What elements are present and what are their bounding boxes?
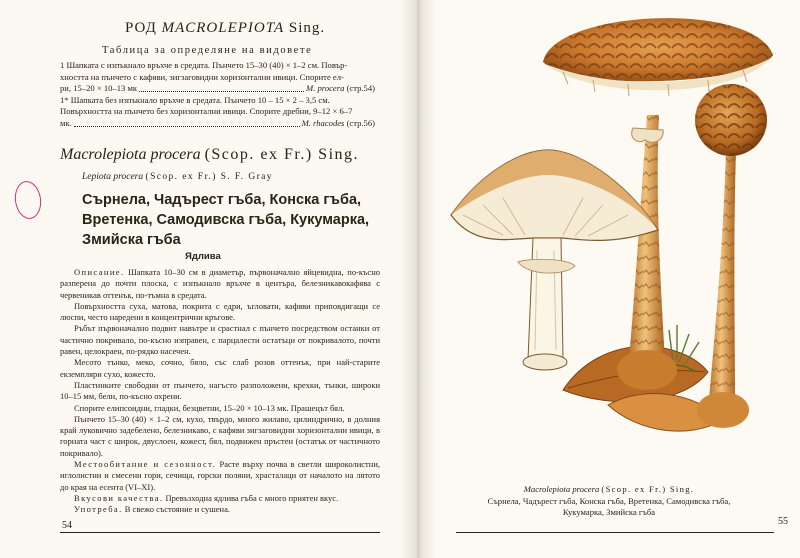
description-paragraph (60, 267, 380, 301)
synonym (82, 172, 273, 182)
plate-caption (418, 484, 800, 519)
key-line: 1* Шапката без изпъкнало връхче в средата. Пънчето 10 – 15 × 2 – 3,5 см. (60, 94, 330, 105)
common-names-line: Сърнела, Чадърест гъба, Конска гъба, (82, 192, 362, 208)
caption-line-3: Кукумарка, Змийска гъба (562, 507, 656, 517)
key-line: 1 Шапката с изпъкнало връхче в средата. Пънчето 15–30 (40) × 1–2 см. Повър- (60, 60, 348, 70)
caption-species-name: Macrolepiota procera (523, 484, 600, 494)
section-label: Описание. (74, 267, 125, 277)
paragraph-text: Шапката 10–30 см в диаметър, първоначално яйцевидна, по-късно разперена до почти плоска, с изпъкнало връхче в центъра, белезникавокафява с червеникав оттенък, по-тъмна в средата. (60, 267, 380, 300)
key-line-text: мк. (60, 117, 72, 128)
footer-rule (456, 532, 774, 533)
description-paragraph (60, 493, 380, 504)
paragraph-text: Расте върху почва в светли широколистни, иглолистни и смесени гори, сечища, горски поляни, храсталаци от началото на лятото до края на есента (VI–XI). (60, 459, 380, 492)
pen-mark-circle (12, 179, 43, 220)
key-title: Таблица за определяне на видовете (102, 45, 313, 56)
key-page-ref: (стр.54) (346, 83, 375, 94)
page-number: 54 (62, 520, 72, 531)
young-mushroom (695, 84, 767, 428)
book-gutter (400, 0, 436, 558)
description-paragraph: Пластинките свободни от пънчето, нагъсто разположени, крехки, тънки, широки 10–15 мм, бели, по-късно охрени. (60, 379, 380, 402)
common-names-line: Змийска гъба (82, 232, 181, 248)
section-label: Употреба. (74, 504, 123, 515)
species-name: Macrolepiota procera (60, 146, 201, 163)
synonym-author: (Scop. ex Fr.) S. F. Gray (145, 172, 273, 182)
genus-name: MACROLEPIOTA (161, 20, 285, 36)
section-label: Вкусови качества. (74, 492, 164, 503)
edibility-label: Ядлива (185, 251, 221, 262)
common-names-line: Вретенка, Самодивска гъба, Кукумарка, (82, 212, 370, 228)
caption-line-2: Сърнела, Чадърест гъба, Конска гъба, Вретенка, Самодивска гъба, (487, 495, 731, 506)
description-paragraph: Повърхността суха, матова, покрита с едри, ъгловати, кафяви приповдигащи се люспи, често наредени в концентрични кръгове. (60, 300, 380, 323)
key-species-ref: M. procera (306, 83, 345, 94)
key-page-ref: (стр.56) (346, 117, 375, 128)
page-number: 55 (778, 516, 788, 527)
species-heading (60, 146, 359, 164)
key-line-text: ри, 15–20 × 10–13 мк (60, 83, 138, 94)
key-line: хността на пънчето с кафяви, зигзаговидни хоризонтални ивици. Спорите ел- (60, 71, 344, 82)
genus-author: Sing. (288, 20, 326, 36)
right-page (418, 0, 800, 558)
cross-section-mushroom (451, 150, 658, 370)
key-line: Повърхността на пънчето без хоризонтални ивици. Спорите дребни, 9–12 × 6–7 (60, 106, 353, 117)
synonym-name: Lepiota procera (82, 172, 144, 182)
paragraph-text: Превъзходна ядлива гъба с много приятен вкус. (165, 492, 339, 503)
section-label: Местообитание и сезонност. (74, 459, 217, 470)
description-paragraph (60, 504, 380, 515)
caption-species-author: (Scop. ex Fr.) Sing. (601, 484, 695, 494)
description-paragraph: Спорите елипсоидни, гладки, безцветни, 15–20 × 10–13 мк. Прашецът бял. (74, 402, 345, 413)
description-paragraph: Пънчето 15–30 (40) × 1–2 см, кухо, твърдо, много жилаво, цилиндрично, в долния край луковично задебелено, белезникаво, с кафяви зигзаговидни хоризонтални ивици, в горната част с широк, двуслоен, кожест, бял, подвижен пръстен (остатък от частичното покривало). (60, 413, 380, 458)
caption-line-1 (418, 484, 800, 496)
key-line (60, 118, 375, 130)
genus-heading (125, 20, 325, 37)
description-paragraph: Ръбът първоначално подвит навътре и срастнал с пънчето посредством останки от частично покривало, по-късно изправен, с парцалести остатъци от покривалото, почти равен, целокраен, по-рядко насечен. (60, 323, 380, 357)
paragraph-text: В свежо състояние и сушена. (124, 504, 230, 515)
leader-dots (139, 83, 304, 92)
genus-prefix: РОД (125, 20, 157, 36)
common-names (82, 190, 382, 250)
species-author: (Scop. ex Fr.) Sing. (204, 146, 360, 163)
identification-key (60, 60, 375, 130)
description-paragraph (60, 459, 380, 493)
description-paragraph: Месото тънко, меко, сочно, бяло, със слаб розов оттенък, при най-старите екземпляри сухо, кожесто. (60, 357, 380, 379)
description-text (60, 267, 380, 516)
key-species-ref: M. rhacodes (301, 117, 345, 128)
mushroom-illustration (433, 0, 793, 480)
key-line (60, 83, 375, 95)
leader-dots (74, 118, 300, 127)
footer-rule (60, 532, 380, 533)
